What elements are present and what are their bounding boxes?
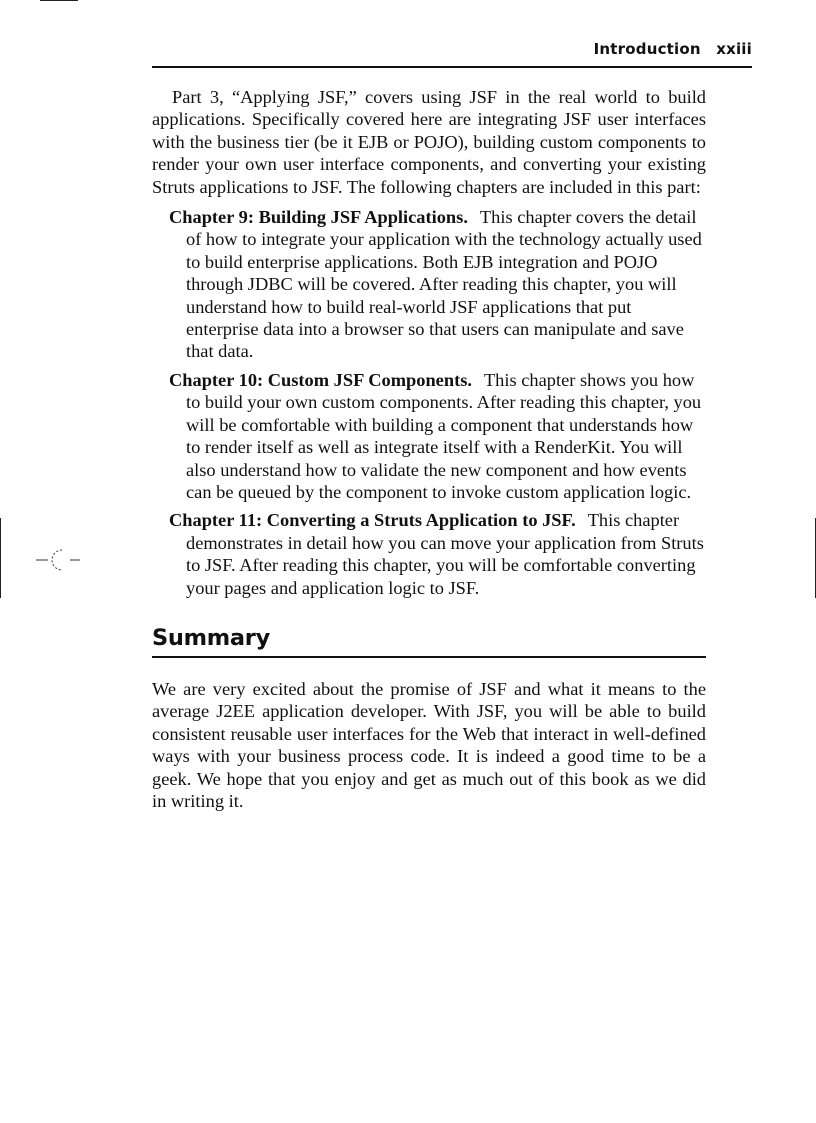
page-number: xxiii (716, 40, 752, 58)
chapter-entry-11 (152, 509, 706, 599)
chapter-entry-9 (152, 206, 706, 363)
page-body (152, 86, 706, 605)
running-head-title: Introduction (593, 40, 701, 58)
summary-heading: Summary (152, 622, 706, 658)
registration-mark-icon (36, 547, 84, 573)
intro-paragraph: Part 3, “Applying JSF,” covers using JSF in the real world to build applications. Specifically covered here are integrating JSF user interfaces with the business tier (be it EJB or POJO), building custom components to render your own user interface components, and converting your existing Struts applications to JSF. The following chapters are included in this part: (152, 87, 706, 197)
crop-mark-top (40, 0, 78, 1)
chapter-title: Chapter 11: Converting a Struts Application to JSF. (169, 510, 576, 531)
summary-paragraph: We are very excited about the promise of JSF and what it means to the average J2EE application developer. With JSF, you will be able to build consistent reusable user interfaces for the Web that interact in well-defined ways with your business process code. It is indeed a good time to be a geek. We hope that you enjoy and get as much out of this book as we did in writing it. (152, 679, 706, 812)
running-head (152, 40, 752, 68)
margin-rule-left (0, 518, 1, 598)
chapter-entry-10 (152, 369, 706, 503)
chapter-description: This chapter covers the detail of how to integrate your application with the technology actually used to build enterprise applications. Both EJB integration and POJO through JDBC will be covered. After reading this chapter, you will understand how to build real-world JSF applications that put enterprise data into a browser so that users can manipulate and save that data. (186, 207, 702, 362)
chapter-title: Chapter 10: Custom JSF Components. (169, 369, 472, 390)
chapter-description: This chapter demonstrates in detail how you can move your application from Struts to JSF. After reading this chapter, you will be comfortable converting your pages and application logic to JSF. (186, 510, 704, 598)
chapter-title: Chapter 9: Building JSF Applications. (169, 207, 468, 228)
chapter-list (152, 206, 706, 599)
chapter-description: This chapter shows you how to build your own custom components. After reading this chapter, you will be comfortable with building a component that understands how to render itself as well as integrate itself with a RenderKit. You will also understand how to validate the new component and how events can be queued by the component to invoke custom application logic. (186, 369, 702, 502)
